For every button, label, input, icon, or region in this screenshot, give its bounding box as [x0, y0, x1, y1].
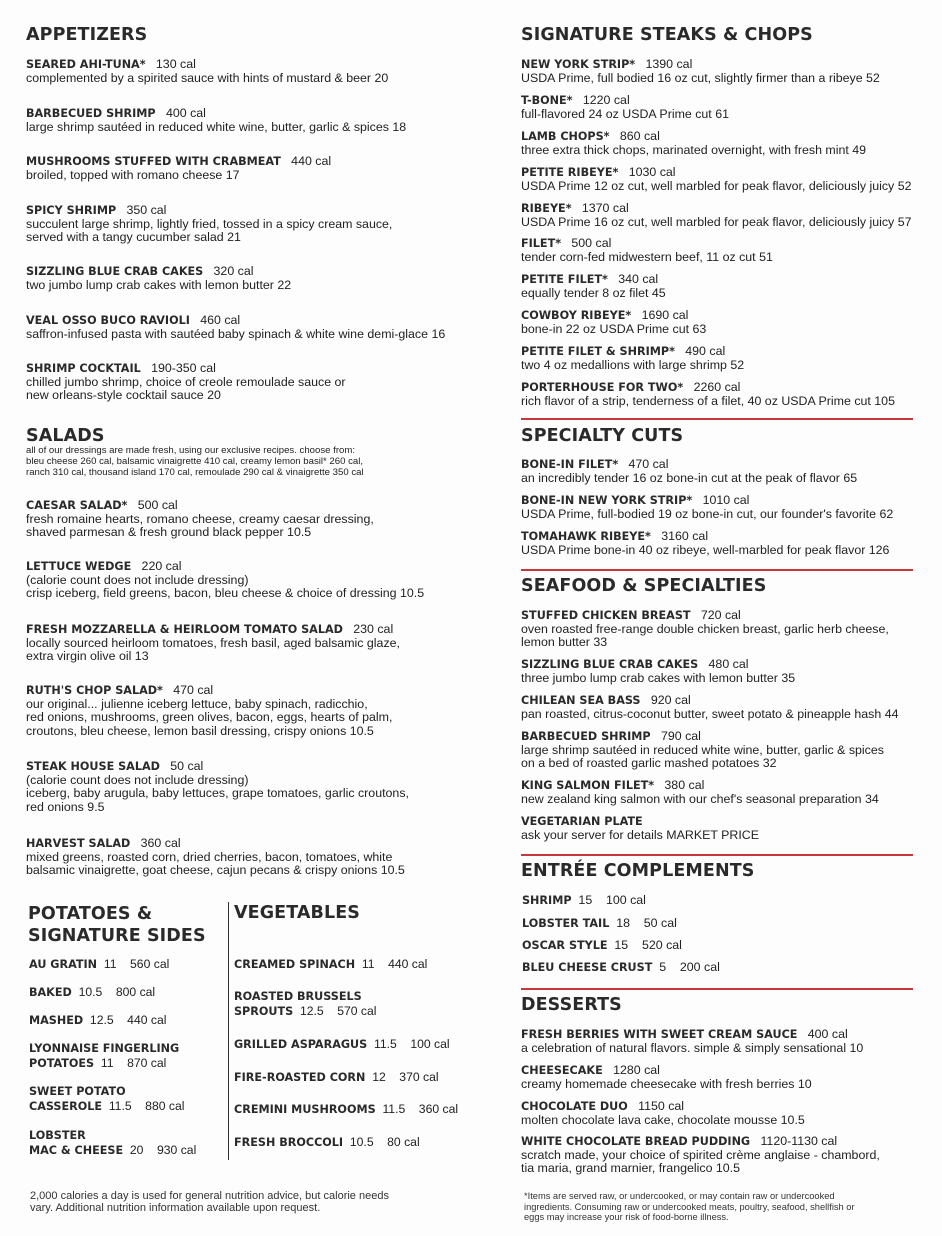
sides-title-line: POTATOES & — [28, 904, 153, 924]
side-item — [29, 1041, 179, 1071]
complement-item — [522, 939, 682, 953]
item-header — [26, 560, 424, 574]
item-name: CHILEAN SEA BASS — [521, 694, 641, 707]
item-header — [26, 314, 445, 328]
side-item-name: SPROUTS — [234, 1005, 294, 1018]
item-description: shaved parmesan & fresh ground black pepper 10.5 — [26, 525, 312, 540]
steak-item — [521, 381, 895, 408]
sides-divider — [228, 902, 229, 1160]
side-item — [29, 957, 169, 972]
side-item-line — [234, 989, 377, 1004]
item-calories: 360 cal — [140, 836, 181, 850]
item-name: VEAL OSSO BUCO RAVIOLI — [26, 314, 190, 327]
specialty-cut-rule — [521, 418, 913, 420]
item-name: TOMAHAWK RIBEYE* — [521, 530, 651, 543]
item-name: SIZZLING BLUE CRAB CAKES — [521, 658, 699, 671]
complement-item — [522, 917, 677, 931]
item-header — [521, 694, 898, 708]
item-calories: 500 cal — [137, 498, 178, 512]
item-description: on a bed of roasted garlic mashed potatoes 32 — [521, 756, 777, 771]
item-description: large shrimp sautéed in reduced white wine, butter, garlic & spices 18 — [26, 119, 407, 134]
appetizer-item — [26, 155, 331, 182]
appetizer-item — [26, 58, 388, 85]
side-item-price-cal: 10.5 80 cal — [349, 1135, 420, 1149]
item-description: pan roasted, citrus-coconut butter, sweet potato & pineapple hash 44 — [521, 706, 899, 721]
item-name: NEW YORK STRIP* — [521, 58, 636, 71]
item-description: complemented by a spirited sauce with hints of mustard & beer 20 — [26, 70, 389, 85]
side-item-name: AU GRATIN — [29, 958, 98, 971]
appetizer-item — [26, 362, 346, 403]
item-header — [26, 155, 331, 169]
side-item-price-cal: 12.5 570 cal — [299, 1004, 377, 1018]
item-description: new zealand king salmon with our chef's seasonal preparation 34 — [521, 791, 879, 806]
steak-item — [521, 58, 880, 85]
raw-warning-line: eggs may increase your risk of food-borne illness. — [524, 1212, 729, 1223]
steak-item — [521, 273, 666, 300]
item-header — [521, 658, 795, 672]
steak-item — [521, 237, 773, 264]
item-description: creamy homemade cheesecake with fresh berries 10 — [521, 1076, 812, 1091]
dressing-note-line: bleu cheese 260 cal, balsamic vinaigrette 410 cal, creamy lemon basil* 260 cal, — [26, 455, 364, 467]
item-calories: 230 cal — [353, 622, 394, 636]
item-calories: 1030 cal — [628, 165, 676, 179]
item-description: locally sourced heirloom tomatoes, fresh basil, aged balsamic glaze, — [26, 635, 400, 650]
item-description: USDA Prime, full bodied 16 oz cut, slightly firmer than a ribeye 52 — [521, 70, 880, 85]
side-item — [234, 1037, 450, 1052]
side-item-line — [234, 1004, 377, 1019]
item-header — [521, 345, 744, 359]
seafood-item — [521, 815, 759, 842]
complement-item — [522, 894, 646, 908]
side-item-name: CASSEROLE — [29, 1100, 103, 1113]
item-header — [521, 309, 706, 323]
item-description: bone-in 22 oz USDA Prime cut 63 — [521, 321, 707, 336]
item-description: ask your server for details MARKET PRICE — [521, 827, 760, 842]
item-description: two 4 oz medallions with large shrimp 52 — [521, 357, 745, 372]
raw-warning-line: *Items are served raw, or undercooked, or may contain raw or undercooked — [524, 1191, 835, 1201]
steak-item — [521, 94, 729, 121]
item-description: an incredibly tender 16 oz bone-in cut at the peak of flavor 65 — [521, 470, 858, 485]
side-item — [29, 985, 155, 1000]
item-description: balsamic vinaigrette, goat cheese, cajun pecans & crispy onions 10.5 — [26, 863, 405, 878]
nutrition-footer-line: vary. Additional nutrition information available upon request. — [30, 1202, 321, 1215]
item-calories: 860 cal — [619, 129, 660, 143]
item-name: SHRIMP COCKTAIL — [26, 362, 141, 375]
specialty-cut-item — [521, 458, 857, 485]
side-item-name: FIRE-ROASTED CORN — [234, 1071, 366, 1084]
side-item — [234, 1070, 439, 1085]
raw-warning-line: ingredients. Consuming raw or undercooked meats, poultry, seafood, shellfish or — [524, 1201, 855, 1212]
side-item-price-cal: 11.5 880 cal — [108, 1099, 185, 1113]
item-header — [521, 815, 759, 829]
side-item-line — [29, 1143, 196, 1158]
side-item — [29, 1128, 196, 1158]
side-item — [234, 1102, 458, 1117]
side-item — [29, 1084, 184, 1114]
item-description: crisp iceberg, field greens, bacon, bleu cheese & choice of dressing 10.5 — [26, 586, 425, 601]
item-header — [521, 1028, 863, 1042]
item-calories: 1150 cal — [638, 1099, 685, 1113]
item-header — [521, 458, 857, 472]
item-name: CHEESECAKE — [521, 1064, 603, 1077]
side-item-line — [234, 1037, 450, 1052]
specialty-cut-title: SPECIALTY CUTS — [521, 426, 684, 446]
side-item-price-cal: 11 440 cal — [361, 957, 428, 971]
item-header — [26, 837, 405, 851]
item-description: broiled, topped with romano cheese 17 — [26, 167, 240, 182]
item-description: full-flavored 24 oz USDA Prime cut 61 — [521, 106, 729, 121]
dressing-note-line: ranch 310 cal, thousand island 170 cal, remoulade 290 cal & vinaigrette 350 cal — [26, 466, 364, 478]
specialty-cut-item — [521, 494, 893, 521]
complement-name: LOBSTER TAIL — [522, 917, 610, 930]
complement-price-cal: 18 50 cal — [616, 916, 677, 930]
side-item-name: ROASTED BRUSSELS — [234, 990, 362, 1003]
side-item-price-cal: 10.5 800 cal — [78, 985, 156, 999]
item-name: WHITE CHOCOLATE BREAD PUDDING — [521, 1135, 751, 1148]
dessert-item — [521, 1100, 805, 1127]
item-name: KING SALMON FILET* — [521, 779, 655, 792]
item-calories: 1280 cal — [613, 1063, 660, 1077]
seafood-item — [521, 779, 879, 806]
item-calories: 500 cal — [571, 236, 612, 250]
nutrition-footer — [30, 1190, 470, 1215]
side-item-name: CREMINI MUSHROOMS — [234, 1103, 376, 1116]
seafood-item — [521, 609, 889, 650]
appetizer-item — [26, 265, 291, 292]
item-calories: 340 cal — [618, 272, 659, 286]
item-header — [521, 273, 666, 287]
side-item-name: POTATOES — [29, 1057, 95, 1070]
item-calories: 1010 cal — [702, 493, 750, 507]
item-header — [521, 381, 895, 395]
item-description: a celebration of natural flavors. simple & simply sensational 10 — [521, 1040, 864, 1055]
item-calories: 480 cal — [708, 657, 749, 671]
item-name: RUTH'S CHOP SALAD* — [26, 684, 163, 697]
side-item-line — [234, 1102, 458, 1117]
seafood-rule — [521, 569, 913, 571]
side-item-name: LOBSTER — [29, 1129, 86, 1142]
side-item-name: GRILLED ASPARAGUS — [234, 1038, 368, 1051]
side-item-line — [29, 1056, 179, 1071]
item-name: LETTUCE WEDGE — [26, 560, 132, 573]
item-description: equally tender 8 oz filet 45 — [521, 285, 666, 300]
item-header — [26, 684, 392, 698]
steak-title: SIGNATURE STEAKS & CHOPS — [521, 25, 813, 45]
item-name: BARBECUED SHRIMP — [26, 107, 156, 120]
item-description: mixed greens, roasted corn, dried cherries, bacon, tomatoes, white — [26, 849, 393, 864]
item-calories: 1120-1130 cal — [760, 1134, 838, 1148]
side-item-price-cal: 20 930 cal — [129, 1143, 197, 1157]
item-name: FRESH MOZZARELLA & HEIRLOOM TOMATO SALAD — [26, 623, 343, 636]
salad-item — [26, 837, 405, 878]
item-header — [521, 94, 729, 108]
item-header — [521, 730, 884, 744]
seafood-item — [521, 730, 884, 771]
side-item-name: LYONNAISE FINGERLING — [29, 1042, 180, 1055]
item-name: STEAK HOUSE SALAD — [26, 760, 160, 773]
item-name: VEGETARIAN PLATE — [521, 815, 643, 828]
item-calories: 400 cal — [165, 106, 206, 120]
salad-item — [26, 684, 392, 738]
steak-item — [521, 345, 744, 372]
item-name: CHOCOLATE DUO — [521, 1100, 628, 1113]
side-item-line — [29, 1084, 184, 1099]
item-header — [26, 204, 392, 218]
item-header — [521, 1100, 805, 1114]
seafood-item — [521, 694, 898, 721]
item-name: HARVEST SALAD — [26, 837, 131, 850]
item-header — [521, 58, 880, 72]
item-name: BONE-IN FILET* — [521, 458, 619, 471]
side-item-line — [234, 1070, 439, 1085]
item-calories: 790 cal — [660, 729, 701, 743]
item-calories: 440 cal — [291, 154, 332, 168]
item-name: LAMB CHOPS* — [521, 130, 610, 143]
item-name: PETITE FILET* — [521, 273, 608, 286]
item-header — [26, 265, 291, 279]
item-description: our original... julienne iceberg lettuce, baby spinach, radicchio, — [26, 696, 368, 711]
item-header — [26, 499, 374, 513]
item-calories: 50 cal — [170, 759, 204, 773]
item-calories: 380 cal — [664, 778, 705, 792]
side-item-price-cal: 11.5 100 cal — [373, 1037, 450, 1051]
item-calories: 350 cal — [126, 203, 167, 217]
salad-item — [26, 499, 374, 540]
item-description: USDA Prime, full-bodied 19 oz bone-in cut, our founder's favorite 62 — [521, 506, 894, 521]
item-description: USDA Prime bone-in 40 oz ribeye, well-marbled for peak flavor 126 — [521, 542, 890, 557]
item-calories: 190-350 cal — [151, 361, 216, 375]
item-description: red onions 9.5 — [26, 799, 105, 814]
item-name: BONE-IN NEW YORK STRIP* — [521, 494, 693, 507]
item-calories: 220 cal — [141, 559, 182, 573]
vegetables-title: VEGETABLES — [234, 903, 360, 923]
item-description: large shrimp sautéed in reduced white wine, butter, garlic & spices — [521, 742, 884, 757]
item-description: iceberg, baby arugula, baby lettuces, grape tomatoes, garlic croutons, — [26, 786, 409, 801]
complements-title: ENTRÉE COMPLEMENTS — [521, 861, 755, 881]
complement-name: OSCAR STYLE — [522, 939, 608, 952]
steak-item — [521, 309, 706, 336]
salad-item — [26, 560, 424, 601]
item-description: lemon butter 33 — [521, 635, 608, 650]
item-name: STUFFED CHICKEN BREAST — [521, 609, 691, 622]
dressing-note-line: all of our dressings are made fresh, using our exclusive recipes. choose from: — [26, 445, 356, 456]
salad-title: SALADS — [26, 426, 105, 446]
item-header — [26, 58, 388, 72]
item-name: MUSHROOMS STUFFED WITH CRABMEAT — [26, 155, 281, 168]
item-description: tender corn-fed midwestern beef, 11 oz cut 51 — [521, 249, 773, 264]
side-item-price-cal: 11 560 cal — [103, 957, 170, 971]
item-header — [26, 623, 400, 637]
item-calories: 470 cal — [173, 683, 214, 697]
appetizer-item — [26, 204, 392, 245]
item-description: oven roasted free-range double chicken breast, garlic herb cheese, — [521, 621, 889, 636]
item-description: scratch made, your choice of spirited crème anglaise - chambord, — [521, 1147, 880, 1162]
salad-item — [26, 760, 409, 814]
item-name: FILET* — [521, 237, 562, 250]
item-header — [26, 760, 409, 774]
side-item-line — [29, 1128, 196, 1143]
item-calories: 460 cal — [200, 313, 241, 327]
side-item-name: MAC & CHEESE — [29, 1144, 124, 1157]
item-calories: 400 cal — [807, 1027, 848, 1041]
item-name: BARBECUED SHRIMP — [521, 730, 651, 743]
item-header — [521, 1064, 812, 1078]
item-description: red onions, mushrooms, green olives, bacon, eggs, hearts of palm, — [26, 710, 393, 725]
item-description: saffron-infused pasta with sautéed baby spinach & white wine demi-glace 16 — [26, 326, 446, 341]
item-description: molten chocolate lava cake, chocolate mousse 10.5 — [521, 1112, 805, 1127]
side-item-name: FRESH BROCCOLI — [234, 1136, 344, 1149]
item-calories: 1390 cal — [645, 57, 693, 71]
item-description: three jumbo lump crab cakes with lemon butter 35 — [521, 670, 796, 685]
side-item-line — [29, 1099, 184, 1114]
dessert-item — [521, 1135, 880, 1176]
item-description: succulent large shrimp, lightly fried, tossed in a spicy cream sauce, — [26, 216, 393, 231]
item-header — [26, 362, 346, 376]
side-item-line — [29, 985, 155, 1000]
item-name: CAESAR SALAD* — [26, 499, 128, 512]
item-description: (calorie count does not include dressing) — [26, 772, 249, 787]
side-item-name: CREAMED SPINACH — [234, 958, 356, 971]
item-name: FRESH BERRIES WITH SWEET CREAM SAUCE — [521, 1028, 798, 1041]
side-item-price-cal: 12.5 440 cal — [89, 1013, 167, 1027]
item-name: COWBOY RIBEYE* — [521, 309, 632, 322]
side-item-line — [29, 1013, 167, 1028]
item-calories: 1370 cal — [581, 201, 629, 215]
item-name: SPICY SHRIMP — [26, 204, 117, 217]
item-description: fresh romaine hearts, romano cheese, creamy caesar dressing, — [26, 511, 374, 526]
steak-item — [521, 130, 866, 157]
item-calories: 1220 cal — [582, 93, 630, 107]
complement-item — [522, 961, 720, 975]
item-description: extra virgin olive oil 13 — [26, 649, 149, 664]
item-header — [521, 237, 773, 251]
item-description: two jumbo lump crab cakes with lemon butter 22 — [26, 277, 292, 292]
item-calories: 320 cal — [213, 264, 254, 278]
complement-name: SHRIMP — [522, 894, 572, 907]
side-item — [234, 957, 427, 972]
item-header — [521, 1135, 880, 1149]
side-item — [29, 1013, 167, 1028]
item-description: chilled jumbo shrimp, choice of creole remoulade sauce or — [26, 374, 346, 389]
side-item-price-cal: 11 870 cal — [100, 1056, 167, 1070]
item-header — [521, 202, 911, 216]
salad-item — [26, 623, 400, 664]
side-item-price-cal: 12 370 cal — [372, 1070, 439, 1084]
item-calories: 130 cal — [155, 57, 196, 71]
item-name: SIZZLING BLUE CRAB CAKES — [26, 265, 204, 278]
item-name: PORTERHOUSE FOR TWO* — [521, 381, 684, 394]
side-item-price-cal: 11.5 360 cal — [382, 1102, 459, 1116]
seafood-item — [521, 658, 795, 685]
side-item — [234, 1135, 420, 1150]
complement-price-cal: 15 100 cal — [578, 893, 646, 907]
side-item-line — [29, 957, 169, 972]
item-name: RIBEYE* — [521, 202, 572, 215]
dessert-title: DESSERTS — [521, 995, 622, 1015]
item-calories: 2260 cal — [693, 380, 741, 394]
item-name: PETITE RIBEYE* — [521, 166, 619, 179]
item-name: T-BONE* — [521, 94, 573, 107]
sides-title — [28, 903, 206, 947]
specialty-cut-item — [521, 530, 889, 557]
item-calories: 3160 cal — [661, 529, 709, 543]
sides-title-line: SIGNATURE SIDES — [28, 926, 206, 946]
seafood-title: SEAFOOD & SPECIALTIES — [521, 576, 767, 596]
item-calories: 720 cal — [700, 608, 741, 622]
side-item-name: SWEET POTATO — [29, 1085, 126, 1098]
complement-price-cal: 5 200 cal — [659, 960, 720, 974]
desserts-rule — [521, 988, 913, 990]
dessert-item — [521, 1064, 812, 1091]
appetizer-title: APPETIZERS — [26, 25, 148, 45]
dessert-item — [521, 1028, 863, 1055]
item-description: new orleans-style cocktail sauce 20 — [26, 388, 221, 403]
item-calories: 470 cal — [628, 457, 669, 471]
item-description: served with a tangy cucumber salad 21 — [26, 230, 241, 245]
side-item-line — [234, 1135, 420, 1150]
item-header — [521, 530, 889, 544]
item-description: croutons, bleu cheese, lemon basil dressing, crispy onions 10.5 — [26, 723, 374, 738]
item-description: USDA Prime 12 oz cut, well marbled for peak flavor, deliciously juicy 52 — [521, 178, 912, 193]
item-calories: 490 cal — [685, 344, 726, 358]
item-header — [521, 130, 866, 144]
item-calories: 920 cal — [650, 693, 691, 707]
item-description: (calorie count does not include dressing) — [26, 572, 249, 587]
item-calories: 1690 cal — [641, 308, 689, 322]
steak-item — [521, 202, 911, 229]
complement-name: BLEU CHEESE CRUST — [522, 961, 653, 974]
item-header — [26, 107, 406, 121]
nutrition-footer-line: 2,000 calories a day is used for general nutrition advice, but calorie needs — [30, 1190, 389, 1202]
item-name: PETITE FILET & SHRIMP* — [521, 345, 675, 358]
item-description: tia maria, grand marnier, frangelico 10.5 — [521, 1161, 741, 1176]
item-header — [521, 166, 911, 180]
item-description: rich flavor of a strip, tenderness of a filet, 40 oz USDA Prime cut 105 — [521, 393, 895, 408]
item-name: SEARED AHI-TUNA* — [26, 58, 146, 71]
item-header — [521, 494, 893, 508]
item-header — [521, 779, 879, 793]
side-item-name: MASHED — [29, 1014, 84, 1027]
item-description: USDA Prime 16 oz cut, well marbled for peak flavor, deliciously juicy 57 — [521, 214, 912, 229]
appetizer-item — [26, 314, 445, 341]
complement-price-cal: 15 520 cal — [614, 938, 682, 952]
side-item — [234, 989, 377, 1019]
side-item-line — [234, 957, 427, 972]
appetizer-item — [26, 107, 406, 134]
item-header — [521, 609, 889, 623]
raw-warning-footer — [524, 1191, 924, 1223]
side-item-line — [29, 1041, 179, 1056]
complements-rule — [521, 854, 913, 856]
item-description: three extra thick chops, marinated overnight, with fresh mint 49 — [521, 142, 867, 157]
side-item-name: BAKED — [29, 986, 72, 999]
steak-item — [521, 166, 911, 193]
